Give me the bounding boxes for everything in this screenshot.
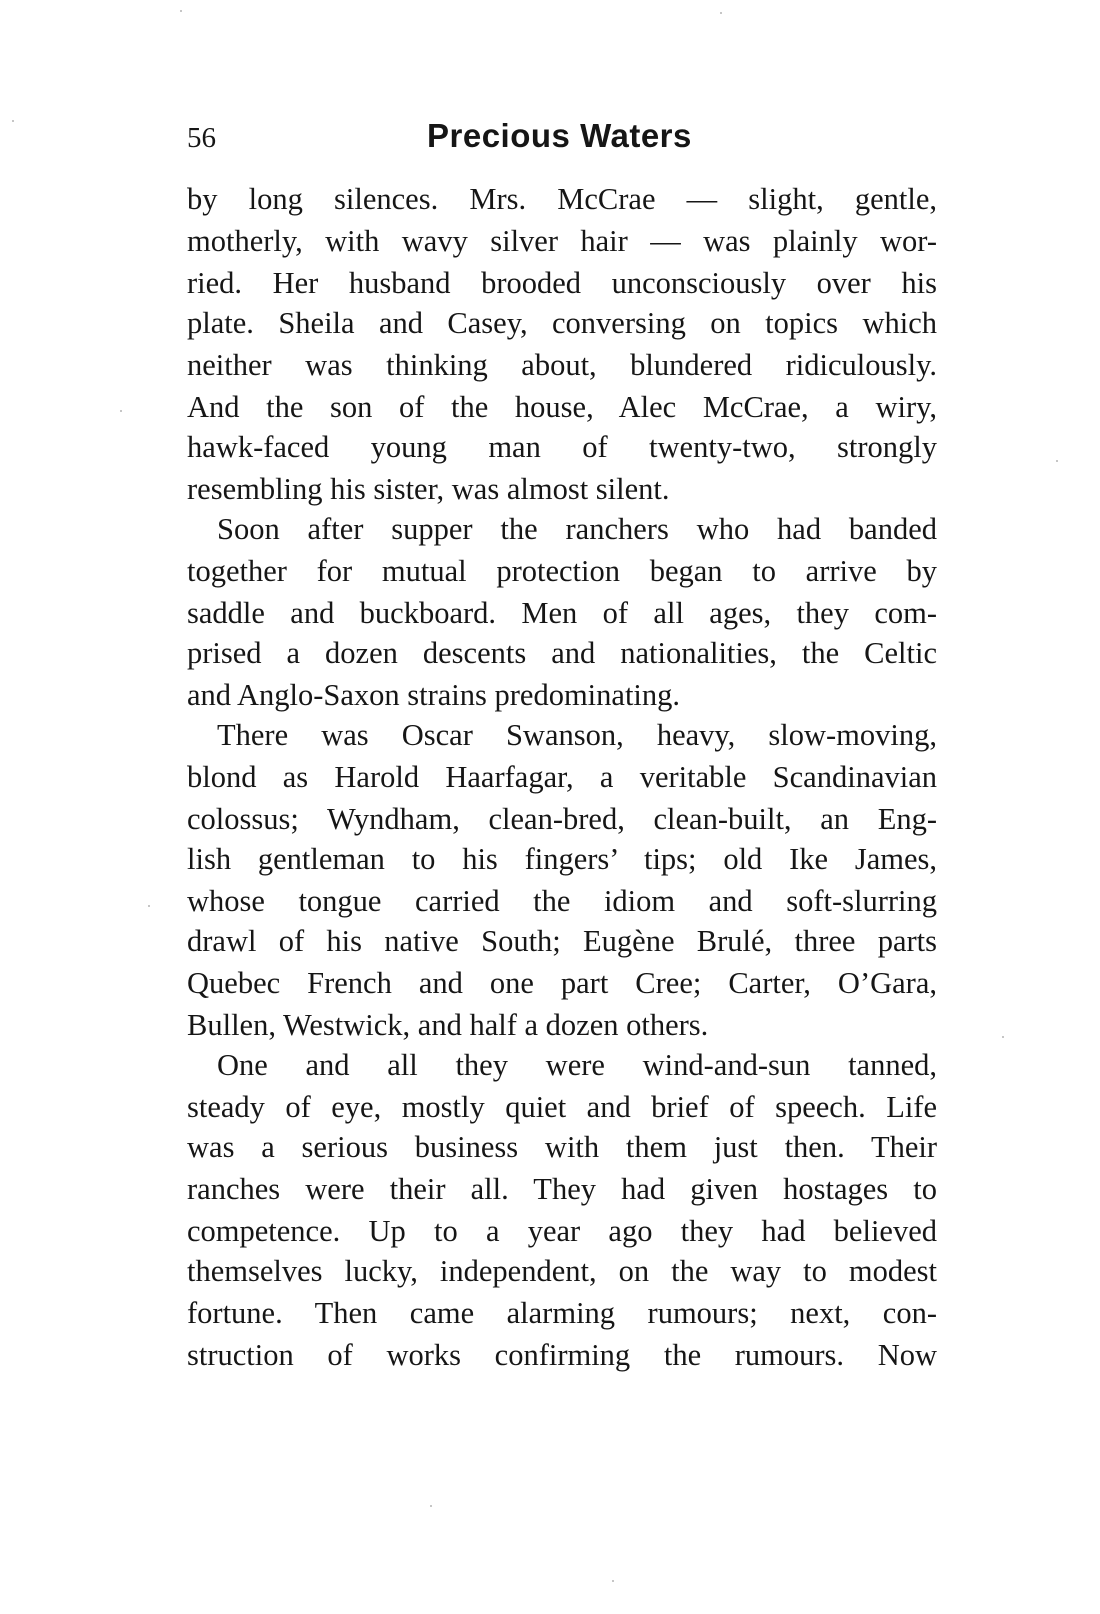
text-line: themselves lucky, independent, on the way to modest (187, 1254, 937, 1288)
text-line: ried. Her husband brooded unconsciously over his (187, 266, 937, 300)
text-line: competence. Up to a year ago they had believed (187, 1214, 937, 1248)
text-line: by long silences. Mrs. McCrae — slight, gentle, (187, 182, 937, 216)
text-line: was a serious business with them just then. Their (187, 1130, 937, 1164)
text-line: struction of works confirming the rumours. Now (187, 1338, 937, 1372)
text-line: neither was thinking about, blundered ridiculously. (187, 348, 937, 382)
paragraph-first-line: Soon after supper the ranchers who had banded (217, 512, 937, 546)
text-line: prised a dozen descents and nationalities, the Celtic (187, 636, 937, 670)
text-line: hawk-faced young man of twenty-two, strongly (187, 430, 937, 464)
text-line: And the son of the house, Alec McCrae, a wiry, (187, 390, 937, 424)
paper-speck (148, 905, 150, 907)
text-line: steady of eye, mostly quiet and brief of speech. Life (187, 1090, 937, 1124)
paragraph-first-line: There was Oscar Swanson, heavy, slow-moving, (217, 718, 937, 752)
text-line: ranches were their all. They had given hostages to (187, 1172, 937, 1206)
text-line: blond as Harold Haarfagar, a veritable Scandinavian (187, 760, 937, 794)
paper-speck (612, 1580, 614, 1582)
text-line: lish gentleman to his fingers’ tips; old Ike James, (187, 842, 937, 876)
text-line: together for mutual protection began to arrive by (187, 554, 937, 588)
running-head (187, 114, 947, 162)
text-line: whose tongue carried the idiom and soft-slurring (187, 884, 937, 918)
text-line: Bullen, Westwick, and half a dozen others. (187, 1008, 709, 1042)
paper-speck (12, 120, 14, 122)
text-line: resembling his sister, was almost silent. (187, 472, 670, 506)
text-line: motherly, with wavy silver hair — was plainly wor- (187, 224, 937, 258)
text-line: saddle and buckboard. Men of all ages, they com- (187, 596, 937, 630)
paper-speck (1056, 460, 1058, 462)
text-line: drawl of his native South; Eugène Brulé, three parts (187, 924, 937, 958)
text-line: colossus; Wyndham, clean-bred, clean-built, an Eng- (187, 802, 937, 836)
paper-speck (1002, 1036, 1004, 1038)
paragraph-first-line: One and all they were wind-and-sun tanned, (217, 1048, 937, 1082)
text-line: and Anglo-Saxon strains predominating. (187, 678, 681, 712)
paper-speck (120, 410, 122, 412)
paper-speck (720, 12, 722, 14)
paper-speck (430, 1505, 432, 1507)
text-line: fortune. Then came alarming rumours; next, con- (187, 1296, 937, 1330)
running-title: Precious Waters (427, 117, 692, 154)
text-line: Quebec French and one part Cree; Carter, O’Gara, (187, 966, 937, 1000)
page-number: 56 (187, 122, 216, 154)
paper-speck (180, 10, 182, 12)
text-line: plate. Sheila and Casey, conversing on topics which (187, 306, 937, 340)
